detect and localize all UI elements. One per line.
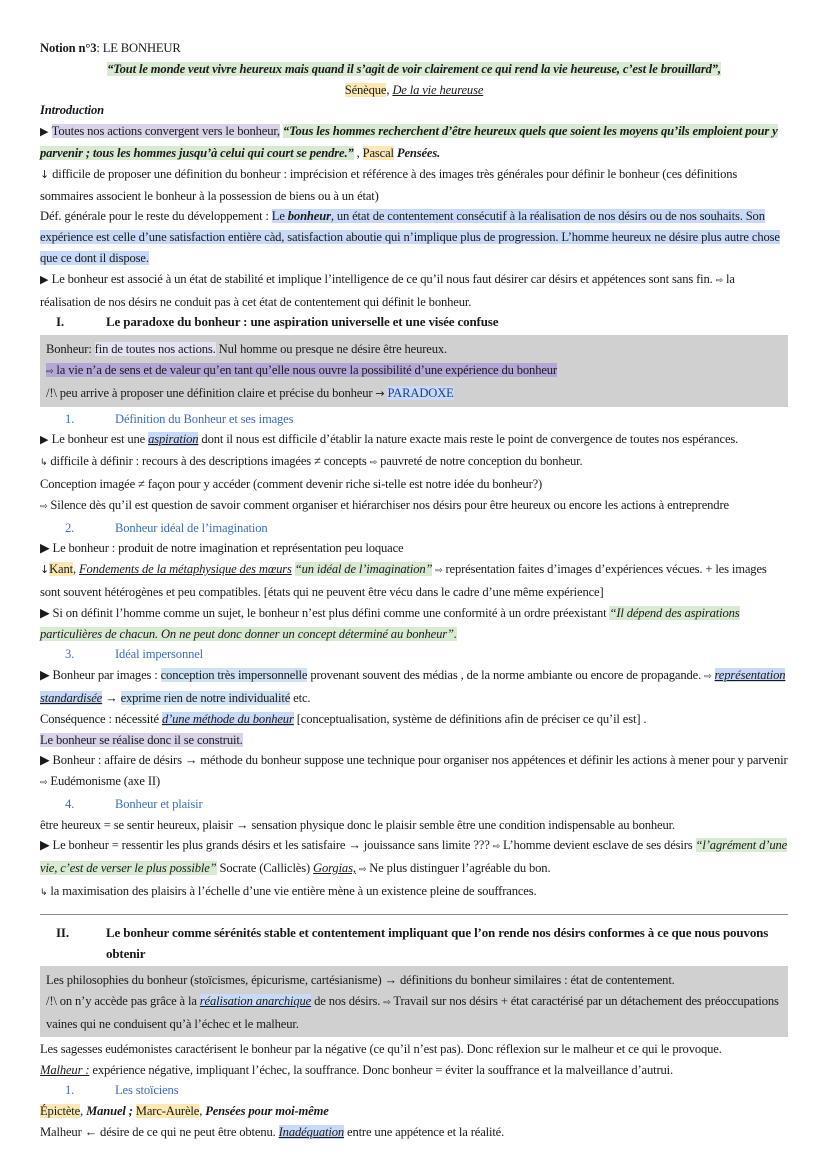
text: , [72,562,79,577]
term-inadequation: Inadéquation [278,1125,344,1140]
part-1-summary-box [40,335,788,406]
part-2-paragraph-2 [40,1060,788,1081]
s1-paragraph-4 [40,495,788,518]
text: Eudémonisme (axe II) [47,774,161,789]
stoic-authors [40,1101,788,1122]
s2-paragraph-2 [40,559,788,603]
s1-paragraph-1 [40,429,788,451]
section-divider [40,914,788,915]
text: la vie n’a de sens et de valeur qu’en tant qu’elle nous ouvre la possibilité d’une expérience du bonheur [53,362,557,377]
highlight-text: conception très impersonnelle [160,668,308,683]
epigraph-quote-text: “Tout le monde veut vivre heureux mais quand il s’agit de voir clairement ce qui rend la vie heureuse, c’est le brouillard”, [107,61,721,76]
down-arrow-icon: ↓ [40,167,50,181]
text: → [102,690,121,705]
section-number: 3. [65,647,75,662]
intro-heading: Introduction [40,103,104,118]
bullet-triangle-icon: ▶ [40,272,52,286]
epigraph-work: De la vie heureuse [392,82,484,97]
text: [conceptualisation, système de définitions afin de préciser ce qu’il est] . [293,711,647,726]
bullet-triangle-icon: ▶ [40,125,52,139]
part-number: II. [56,924,69,940]
text: Silence dès qu’il est question de savoir comment organiser et hiérarchiser nos désirs pour être heureux ou encore les actions à entreprendre [47,497,729,512]
text: Nul homme ou presque ne désire être heureux. [215,342,448,357]
s2-paragraph-3 [40,603,788,645]
section-number: 1. [65,1083,75,1098]
epigraph-author: Sénèque [344,82,387,97]
work-gorgias: Gorgias, [313,861,356,876]
right-arrow-icon: ⇨ [704,672,712,683]
author-kant: Kant [49,562,73,577]
text: Déf. générale pour le reste du développement : [40,209,272,224]
part-2-paragraph-1: Les sagesses eudémonistes caractérisent le bonheur par la négative (ce qu’il n’est pas). Donc réflexion sur le malheur et ce qui le provoque. [40,1041,722,1056]
s1-paragraph-2 [40,451,788,474]
box-line-2 [46,991,782,1035]
text: Bonheur: [46,342,95,357]
text: de nos désirs. [311,994,384,1009]
intro-paragraph-2 [40,164,788,207]
text: Socrate (Calliclès) [216,861,314,876]
highlight-text: fin de toutes nos actions. [94,342,216,357]
return-arrow-icon: ↳ [40,458,48,469]
section-title: Définition du Bonheur et ses images [115,411,294,426]
s3-paragraph-4 [40,750,788,794]
right-arrow-icon: ⇨ [492,842,501,853]
intro-paragraph-4 [40,269,788,313]
kant-quote: “un idéal de l’imagination” [294,562,433,577]
text: Conséquence : nécessité [40,711,162,726]
text: , [80,1104,87,1119]
text: représentation faites d’images d’expériences vécues. + les images sont souvent hétérogènes et peu compatibles. [états qui ne peuvent être vécu dans le cadre d’une même expérience] [40,562,767,599]
text: la réalisation de nos désirs ne conduit pas à cet état de contentement qui définit le bonheur. [40,271,735,309]
text: ▶ Le bonheur = ressentir les plus grands désirs et les satisfaire → jouissance sans limite ??? [40,838,493,853]
section-1-1-heading [40,409,788,430]
term-aspiration: aspiration [148,432,199,447]
part-1-heading [40,312,788,333]
text: , [353,145,363,160]
work-pensees: Pensées. [396,145,441,160]
notion-label: Notion n°3 [40,41,97,55]
section-number: 1. [65,411,75,426]
text: difficile à définir : recours à des descriptions imagées ≠ concepts [47,454,370,469]
section-title: Bonheur et plaisir [115,796,203,811]
text: expérience négative, impliquant l’échec, la souffrance. Donc bonheur = éviter la souffrance et la malveillance d’autrui. [89,1062,674,1077]
aspirations-quote: “Il dépend des aspirations particulières de chacun. On ne peut donc donner un concept déterminé au bonheur”. [40,605,740,641]
epigraph-quote [40,59,788,80]
paradoxe-label: PARADOXE [387,385,454,400]
section-title: Les stoïciens [115,1083,179,1098]
right-arrow-icon: ⇨ [40,778,48,789]
author-epictete: Épictète [40,1104,81,1119]
text: Ne plus distinguer l’agréable du bon. [366,861,551,876]
bullet-triangle-icon: ▶ [40,433,52,447]
s1-paragraph-3: Conception imagée ≠ façon pour y accéder (comment devenir riche si-telle est notre idée du bonheur?) [40,476,543,491]
notion-name: : LE BONHEUR [96,41,181,55]
work-fondements: Fondements de la métaphysique des mœurs [78,562,292,577]
highlight-text: Toutes nos actions convergent vers le bonheur, [51,124,280,139]
text: , [199,1104,206,1119]
right-arrow-icon: ⇨ [432,566,443,577]
text: ▶ Bonheur par images : [40,668,161,683]
epigraph-source [40,80,788,101]
text: provenant souvent des médias , de la norme ambiante ou encore de propagande. [307,668,705,683]
separator: , [386,82,393,97]
text: /!\ peu arrive à proposer une définition claire et précise du bonheur [46,385,376,400]
right-arrow-icon: ⇨ [383,998,391,1009]
box-line-1 [46,339,782,360]
section-title: Bonheur idéal de l’imagination [115,520,268,535]
section-1-2-heading [40,518,788,539]
highlight-text [46,363,557,377]
pascal-quote: “Tous les hommes recherchent d’être heureux quels que soient les moyens qu’ils emploient pour y parvenir ; tous les hommes jusqu’à celui qui court se pendre.” [40,124,778,160]
text: Malheur ← désire de ce qui ne peut être obtenu. [40,1125,279,1140]
section-1-4-heading [40,794,788,815]
work-manuel: Manuel ; [86,1104,133,1119]
section-1-3-heading [40,644,788,665]
text: ▶ Si on définit l’homme comme un sujet, le bonheur n’est plus défini comme une conformité à un ordre préexistant [40,605,610,620]
highlight-text: exprime rien de notre individualité [120,690,291,705]
text: /!\ on n’y accède pas grâce à la [46,994,200,1009]
s2-paragraph-1: ▶ Le bonheur : produit de notre imagination et représentation peu loquace [40,541,404,556]
right-arrow-icon: ⇨ [715,275,724,286]
box-line-1: Les philosophies du bonheur (stoïcismes, épicurisme, cartésianisme) → définitions du bonheur similaires : état de contentement. [46,973,675,988]
text: pauvreté de notre conception du bonheur. [377,454,583,469]
highlight-text: Le bonheur se réalise donc il se construit. [40,732,243,747]
section-number: 4. [65,796,75,811]
text: , un état de contentement consécutif à la réalisation de nos désirs ou de nos souhaits. Son expérience est celle d’une satisfaction entière càd, satisfaction aboutie qui n’implique plus de progression. L’homme heureux ne désire plus autre chose que ce dont il dispose. [40,209,780,265]
stoic-paragraph [40,1122,788,1143]
term-realisation-anarchique: réalisation anarchique [199,994,312,1009]
text: Le bonheur est associé à un état de stabilité et implique l’intelligence de ce qu’il nous faut désirer car désirs et appétences sont sans fin. [51,271,716,286]
s4-paragraph-1: être heureux = se sentir heureux, plaisir → sensation physique donc le plaisir semble être une condition indispensable au bonheur. [40,817,675,832]
term-bonheur: bonheur [287,209,331,224]
s3-paragraph-3 [40,730,788,751]
s3-paragraph-2 [40,709,788,730]
author-marc-aurele: Marc-Aurèle [135,1104,200,1119]
term-malheur: Malheur : [40,1062,90,1077]
right-arrow-icon: ⇨ [40,501,48,512]
text: ▶ Bonheur : affaire de désirs → méthode du bonheur suppose une technique pour organiser nos appétences et définir les actions à mener pour y parvenir [40,753,788,768]
s3-paragraph-1 [40,665,788,709]
text: la maximisation des plaisirs à l’échelle d’une vie entière mène à un existence pleine de souffrances. [47,884,537,899]
return-arrow-icon: ↳ [40,888,48,899]
term-representation: représentation standardisée [40,668,786,705]
notion-title [40,38,788,59]
box-line-3 [46,383,782,405]
part-2-summary-box [40,966,788,1036]
intro-definition [40,206,788,268]
term-methode: d’une méthode du bonheur [161,711,294,726]
section-2-1-heading [40,1080,788,1101]
intro-paragraph-1 [40,121,788,164]
text: dont il nous est difficile d’établir la nature exacte mais reste le point de convergence de toutes nos espérances. [198,432,739,447]
part-title: Le bonheur comme sérénités stable et contentement impliquant que l’on rende nos désirs conformes à ce que nous pouvons obtenir [106,924,769,961]
author-pascal: Pascal [362,145,394,160]
callicles-quote: “l’agrément d’une vie, c’est de verser le plus possible” [40,838,788,876]
document-page [40,38,788,1143]
section-title: Idéal impersonnel [115,647,204,662]
s4-paragraph-3 [40,881,788,904]
right-arrow-icon: ⇨ [369,458,378,469]
text: L’homme devient esclave de ses désirs [500,838,696,853]
arrow-right-icon: → [375,386,385,400]
part-2-heading [40,923,788,965]
box-line-2 [46,360,782,383]
part-title: Le paradoxe du bonheur : une aspiration universelle et une visée confuse [106,314,499,330]
text: Travail sur nos désirs + état caractérisé par un détachement des préoccupations vaines qui ne conduisent qu’à l’échec et le malheur. [46,994,779,1032]
s4-paragraph-2 [40,835,788,881]
text: Le [271,209,288,224]
text: difficile de proposer une définition du bonheur : imprécision et référence à des images très générales pour définir le bonheur (ces définitions sommaires associent le bonheur à la possession de biens ou à un état) [40,166,738,203]
right-arrow-icon: ⇨ [46,366,54,377]
text: etc. [290,690,311,705]
work-pensees-pour-moi-meme: Pensées pour moi-même [205,1104,329,1119]
text: entre une appétence et la réalité. [344,1125,505,1140]
down-arrow-icon: ↓ [40,563,50,577]
section-number: 2. [65,520,75,535]
right-arrow-icon: ⇨ [358,865,367,876]
text: Le bonheur est une [51,432,149,447]
part-number: I. [56,314,65,330]
